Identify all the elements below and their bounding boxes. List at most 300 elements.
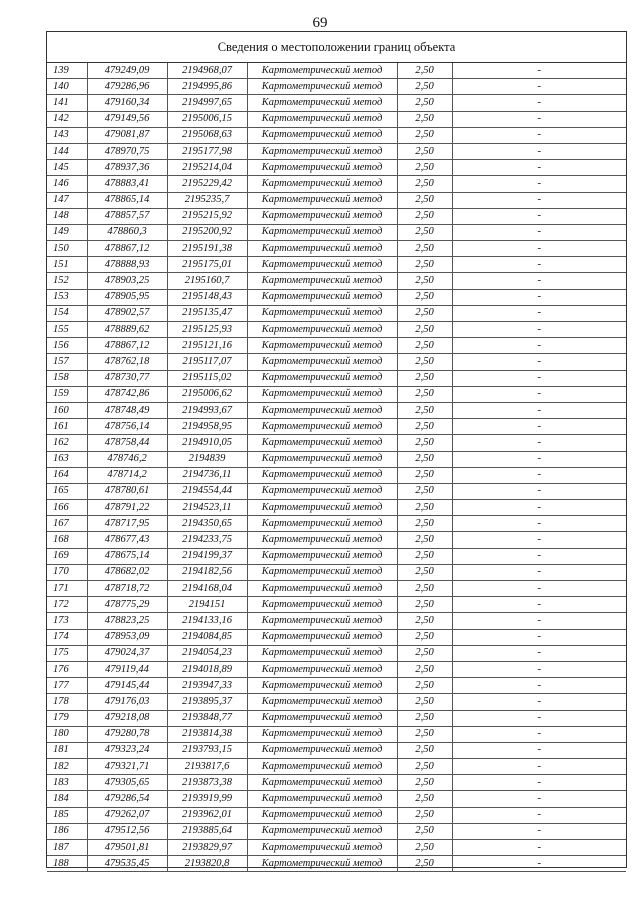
point-number-cell: 142: [47, 111, 87, 127]
table-row: [47, 500, 626, 516]
point-number-cell: 143: [47, 127, 87, 143]
table-row: [47, 678, 626, 694]
x-coordinate-cell: 479149,56: [87, 111, 167, 127]
y-coordinate-cell: 2194997,65: [167, 95, 247, 111]
table-row: [47, 451, 626, 467]
accuracy-cell: 2,50: [397, 710, 452, 726]
table-row: [47, 63, 626, 79]
method-cell: Картометрический метод: [247, 241, 397, 257]
method-cell: Картометрический метод: [247, 354, 397, 370]
point-number-cell: 179: [47, 710, 87, 726]
table-row: [47, 710, 626, 726]
accuracy-cell: 2,50: [397, 467, 452, 483]
x-coordinate-cell: 478823,25: [87, 613, 167, 629]
description-cell: -: [452, 483, 626, 499]
method-cell: Картометрический метод: [247, 176, 397, 192]
description-cell: -: [452, 710, 626, 726]
point-number-cell: 163: [47, 451, 87, 467]
table-row: [47, 354, 626, 370]
method-cell: Картометрический метод: [247, 208, 397, 224]
point-number-cell: 146: [47, 176, 87, 192]
description-cell: -: [452, 823, 626, 839]
y-coordinate-cell: 2193962,01: [167, 807, 247, 823]
description-cell: -: [452, 208, 626, 224]
x-coordinate-cell: 479305,65: [87, 775, 167, 791]
method-cell: Картометрический метод: [247, 710, 397, 726]
point-number-cell: 182: [47, 759, 87, 775]
point-number-cell: 147: [47, 192, 87, 208]
accuracy-cell: 2,50: [397, 742, 452, 758]
x-coordinate-cell: 478867,12: [87, 338, 167, 354]
x-coordinate-cell: 479286,54: [87, 791, 167, 807]
x-coordinate-cell: 478756,14: [87, 419, 167, 435]
point-number-cell: 140: [47, 79, 87, 95]
x-coordinate-cell: 479249,09: [87, 63, 167, 79]
description-cell: -: [452, 143, 626, 159]
accuracy-cell: 2,50: [397, 338, 452, 354]
y-coordinate-cell: 2195068,63: [167, 127, 247, 143]
x-coordinate-cell: 478937,36: [87, 160, 167, 176]
point-number-cell: 169: [47, 548, 87, 564]
method-cell: Картометрический метод: [247, 613, 397, 629]
method-cell: Картометрический метод: [247, 451, 397, 467]
method-cell: Картометрический метод: [247, 823, 397, 839]
method-cell: Картометрический метод: [247, 289, 397, 305]
y-coordinate-cell: 2194968,07: [167, 63, 247, 79]
method-cell: Картометрический метод: [247, 467, 397, 483]
table-row: [47, 95, 626, 111]
y-coordinate-cell: 2194993,67: [167, 402, 247, 418]
accuracy-cell: 2,50: [397, 548, 452, 564]
table-row: [47, 597, 626, 613]
method-cell: Картометрический метод: [247, 322, 397, 338]
point-number-cell: 188: [47, 856, 87, 872]
accuracy-cell: 2,50: [397, 483, 452, 499]
description-cell: -: [452, 160, 626, 176]
y-coordinate-cell: 2194054,23: [167, 645, 247, 661]
table-row: [47, 79, 626, 95]
method-cell: Картометрический метод: [247, 645, 397, 661]
y-coordinate-cell: 2194910,05: [167, 435, 247, 451]
point-number-cell: 170: [47, 564, 87, 580]
y-coordinate-cell: 2194839: [167, 451, 247, 467]
accuracy-cell: 2,50: [397, 289, 452, 305]
coordinates-table: [47, 63, 626, 872]
x-coordinate-cell: 478682,02: [87, 564, 167, 580]
point-number-cell: 183: [47, 775, 87, 791]
accuracy-cell: 2,50: [397, 370, 452, 386]
method-cell: Картометрический метод: [247, 386, 397, 402]
accuracy-cell: 2,50: [397, 79, 452, 95]
y-coordinate-cell: 2195191,38: [167, 241, 247, 257]
x-coordinate-cell: 479535,45: [87, 856, 167, 872]
y-coordinate-cell: 2194133,16: [167, 613, 247, 629]
table-row: [47, 856, 626, 872]
x-coordinate-cell: 478903,25: [87, 273, 167, 289]
x-coordinate-cell: 478780,61: [87, 483, 167, 499]
y-coordinate-cell: 2194958,95: [167, 419, 247, 435]
description-cell: -: [452, 532, 626, 548]
y-coordinate-cell: 2193793,15: [167, 742, 247, 758]
method-cell: Картометрический метод: [247, 726, 397, 742]
point-number-cell: 156: [47, 338, 87, 354]
method-cell: Картометрический метод: [247, 224, 397, 240]
accuracy-cell: 2,50: [397, 791, 452, 807]
method-cell: Картометрический метод: [247, 111, 397, 127]
x-coordinate-cell: 478857,57: [87, 208, 167, 224]
method-cell: Картометрический метод: [247, 273, 397, 289]
accuracy-cell: 2,50: [397, 726, 452, 742]
y-coordinate-cell: 2195177,98: [167, 143, 247, 159]
table-row: [47, 208, 626, 224]
x-coordinate-cell: 479512,56: [87, 823, 167, 839]
method-cell: Картометрический метод: [247, 192, 397, 208]
y-coordinate-cell: 2193919,99: [167, 791, 247, 807]
table-row: [47, 160, 626, 176]
point-number-cell: 139: [47, 63, 87, 79]
accuracy-cell: 2,50: [397, 208, 452, 224]
table-row: [47, 581, 626, 597]
description-cell: -: [452, 467, 626, 483]
y-coordinate-cell: 2195215,92: [167, 208, 247, 224]
y-coordinate-cell: 2195125,93: [167, 322, 247, 338]
accuracy-cell: 2,50: [397, 273, 452, 289]
x-coordinate-cell: 478775,29: [87, 597, 167, 613]
accuracy-cell: 2,50: [397, 500, 452, 516]
table-row: [47, 111, 626, 127]
table-row: [47, 532, 626, 548]
table-row: [47, 791, 626, 807]
description-cell: -: [452, 500, 626, 516]
table-row: [47, 305, 626, 321]
accuracy-cell: 2,50: [397, 823, 452, 839]
x-coordinate-cell: 478867,12: [87, 241, 167, 257]
method-cell: Картометрический метод: [247, 483, 397, 499]
x-coordinate-cell: 478748,49: [87, 402, 167, 418]
table-row: [47, 143, 626, 159]
point-number-cell: 184: [47, 791, 87, 807]
description-cell: -: [452, 645, 626, 661]
method-cell: Картометрический метод: [247, 516, 397, 532]
x-coordinate-cell: 479160,34: [87, 95, 167, 111]
y-coordinate-cell: 2195214,04: [167, 160, 247, 176]
point-number-cell: 151: [47, 257, 87, 273]
x-coordinate-cell: 479024,37: [87, 645, 167, 661]
description-cell: -: [452, 548, 626, 564]
description-cell: -: [452, 775, 626, 791]
x-coordinate-cell: 479501,81: [87, 840, 167, 856]
description-cell: -: [452, 273, 626, 289]
accuracy-cell: 2,50: [397, 241, 452, 257]
x-coordinate-cell: 478905,95: [87, 289, 167, 305]
method-cell: Картометрический метод: [247, 629, 397, 645]
point-number-cell: 185: [47, 807, 87, 823]
accuracy-cell: 2,50: [397, 435, 452, 451]
y-coordinate-cell: 2195006,15: [167, 111, 247, 127]
table-row: [47, 807, 626, 823]
description-cell: -: [452, 402, 626, 418]
table-row: [47, 402, 626, 418]
y-coordinate-cell: 2195117,07: [167, 354, 247, 370]
point-number-cell: 173: [47, 613, 87, 629]
point-number-cell: 144: [47, 143, 87, 159]
table-row: [47, 257, 626, 273]
table-row: [47, 548, 626, 564]
point-number-cell: 148: [47, 208, 87, 224]
x-coordinate-cell: 478746,2: [87, 451, 167, 467]
point-number-cell: 161: [47, 419, 87, 435]
accuracy-cell: 2,50: [397, 516, 452, 532]
method-cell: Картометрический метод: [247, 95, 397, 111]
method-cell: Картометрический метод: [247, 79, 397, 95]
description-cell: -: [452, 742, 626, 758]
table-row: [47, 694, 626, 710]
description-cell: -: [452, 856, 626, 872]
accuracy-cell: 2,50: [397, 95, 452, 111]
accuracy-cell: 2,50: [397, 678, 452, 694]
accuracy-cell: 2,50: [397, 856, 452, 872]
point-number-cell: 145: [47, 160, 87, 176]
description-cell: -: [452, 629, 626, 645]
y-coordinate-cell: 2193829,97: [167, 840, 247, 856]
accuracy-cell: 2,50: [397, 532, 452, 548]
y-coordinate-cell: 2193848,77: [167, 710, 247, 726]
accuracy-cell: 2,50: [397, 629, 452, 645]
point-number-cell: 186: [47, 823, 87, 839]
y-coordinate-cell: 2194151: [167, 597, 247, 613]
accuracy-cell: 2,50: [397, 127, 452, 143]
y-coordinate-cell: 2193885,64: [167, 823, 247, 839]
x-coordinate-cell: 478714,2: [87, 467, 167, 483]
x-coordinate-cell: 479323,24: [87, 742, 167, 758]
y-coordinate-cell: 2194018,89: [167, 661, 247, 677]
point-number-cell: 168: [47, 532, 87, 548]
method-cell: Картометрический метод: [247, 775, 397, 791]
method-cell: Картометрический метод: [247, 840, 397, 856]
description-cell: -: [452, 435, 626, 451]
point-number-cell: 181: [47, 742, 87, 758]
accuracy-cell: 2,50: [397, 402, 452, 418]
description-cell: -: [452, 305, 626, 321]
accuracy-cell: 2,50: [397, 694, 452, 710]
accuracy-cell: 2,50: [397, 111, 452, 127]
method-cell: Картометрический метод: [247, 791, 397, 807]
method-cell: Картометрический метод: [247, 419, 397, 435]
y-coordinate-cell: 2193873,38: [167, 775, 247, 791]
method-cell: Картометрический метод: [247, 338, 397, 354]
x-coordinate-cell: 479218,08: [87, 710, 167, 726]
x-coordinate-cell: 479145,44: [87, 678, 167, 694]
x-coordinate-cell: 479321,71: [87, 759, 167, 775]
x-coordinate-cell: 478970,75: [87, 143, 167, 159]
y-coordinate-cell: 2194233,75: [167, 532, 247, 548]
accuracy-cell: 2,50: [397, 759, 452, 775]
method-cell: Картометрический метод: [247, 370, 397, 386]
table-row: [47, 127, 626, 143]
accuracy-cell: 2,50: [397, 613, 452, 629]
table-row: [47, 241, 626, 257]
point-number-cell: 158: [47, 370, 87, 386]
y-coordinate-cell: 2195229,42: [167, 176, 247, 192]
y-coordinate-cell: 2195115,02: [167, 370, 247, 386]
table-row: [47, 273, 626, 289]
point-number-cell: 153: [47, 289, 87, 305]
point-number-cell: 176: [47, 661, 87, 677]
table-row: [47, 775, 626, 791]
description-cell: -: [452, 451, 626, 467]
y-coordinate-cell: 2194168,04: [167, 581, 247, 597]
accuracy-cell: 2,50: [397, 143, 452, 159]
coordinates-table-body: [47, 63, 626, 872]
table-row: [47, 419, 626, 435]
y-coordinate-cell: 2194182,56: [167, 564, 247, 580]
point-number-cell: 180: [47, 726, 87, 742]
x-coordinate-cell: 478791,22: [87, 500, 167, 516]
y-coordinate-cell: 2194995,86: [167, 79, 247, 95]
method-cell: Картометрический метод: [247, 143, 397, 159]
x-coordinate-cell: 479280,78: [87, 726, 167, 742]
accuracy-cell: 2,50: [397, 386, 452, 402]
point-number-cell: 150: [47, 241, 87, 257]
table-row: [47, 629, 626, 645]
y-coordinate-cell: 2194523,11: [167, 500, 247, 516]
method-cell: Картометрический метод: [247, 63, 397, 79]
description-cell: -: [452, 694, 626, 710]
y-coordinate-cell: 2195200,92: [167, 224, 247, 240]
point-number-cell: 178: [47, 694, 87, 710]
method-cell: Картометрический метод: [247, 581, 397, 597]
point-number-cell: 149: [47, 224, 87, 240]
table-row: [47, 840, 626, 856]
x-coordinate-cell: 478888,93: [87, 257, 167, 273]
description-cell: -: [452, 241, 626, 257]
description-cell: -: [452, 63, 626, 79]
y-coordinate-cell: 2194350,65: [167, 516, 247, 532]
x-coordinate-cell: 478860,3: [87, 224, 167, 240]
y-coordinate-cell: 2193814,38: [167, 726, 247, 742]
point-number-cell: 155: [47, 322, 87, 338]
method-cell: Картометрический метод: [247, 564, 397, 580]
description-cell: -: [452, 79, 626, 95]
table-row: [47, 370, 626, 386]
y-coordinate-cell: 2194736,11: [167, 467, 247, 483]
y-coordinate-cell: 2193947,33: [167, 678, 247, 694]
accuracy-cell: 2,50: [397, 807, 452, 823]
accuracy-cell: 2,50: [397, 419, 452, 435]
method-cell: Картометрический метод: [247, 661, 397, 677]
table-row: [47, 645, 626, 661]
x-coordinate-cell: 478762,18: [87, 354, 167, 370]
point-number-cell: 162: [47, 435, 87, 451]
method-cell: Картометрический метод: [247, 548, 397, 564]
description-cell: -: [452, 840, 626, 856]
boundary-table-frame: [46, 31, 627, 868]
description-cell: -: [452, 111, 626, 127]
description-cell: -: [452, 257, 626, 273]
method-cell: Картометрический метод: [247, 160, 397, 176]
point-number-cell: 187: [47, 840, 87, 856]
description-cell: -: [452, 127, 626, 143]
y-coordinate-cell: 2194199,37: [167, 548, 247, 564]
x-coordinate-cell: 478758,44: [87, 435, 167, 451]
accuracy-cell: 2,50: [397, 63, 452, 79]
description-cell: -: [452, 791, 626, 807]
accuracy-cell: 2,50: [397, 451, 452, 467]
y-coordinate-cell: 2194554,44: [167, 483, 247, 499]
description-cell: -: [452, 419, 626, 435]
accuracy-cell: 2,50: [397, 581, 452, 597]
x-coordinate-cell: 479081,87: [87, 127, 167, 143]
table-row: [47, 613, 626, 629]
description-cell: -: [452, 597, 626, 613]
y-coordinate-cell: 2195135,47: [167, 305, 247, 321]
method-cell: Картометрический метод: [247, 402, 397, 418]
point-number-cell: 167: [47, 516, 87, 532]
point-number-cell: 152: [47, 273, 87, 289]
point-number-cell: 165: [47, 483, 87, 499]
y-coordinate-cell: 2195160,7: [167, 273, 247, 289]
table-header: Сведения о местоположении границ объекта: [47, 32, 626, 63]
description-cell: -: [452, 516, 626, 532]
accuracy-cell: 2,50: [397, 160, 452, 176]
accuracy-cell: 2,50: [397, 322, 452, 338]
description-cell: -: [452, 386, 626, 402]
method-cell: Картометрический метод: [247, 597, 397, 613]
accuracy-cell: 2,50: [397, 840, 452, 856]
description-cell: -: [452, 726, 626, 742]
y-coordinate-cell: 2195148,43: [167, 289, 247, 305]
description-cell: -: [452, 95, 626, 111]
table-row: [47, 726, 626, 742]
method-cell: Картометрический метод: [247, 807, 397, 823]
x-coordinate-cell: 478865,14: [87, 192, 167, 208]
table-row: [47, 322, 626, 338]
point-number-cell: 164: [47, 467, 87, 483]
description-cell: -: [452, 370, 626, 386]
x-coordinate-cell: 478953,09: [87, 629, 167, 645]
accuracy-cell: 2,50: [397, 224, 452, 240]
point-number-cell: 154: [47, 305, 87, 321]
accuracy-cell: 2,50: [397, 176, 452, 192]
table-row: [47, 759, 626, 775]
y-coordinate-cell: 2195235,7: [167, 192, 247, 208]
description-cell: -: [452, 678, 626, 694]
point-number-cell: 157: [47, 354, 87, 370]
method-cell: Картометрический метод: [247, 435, 397, 451]
x-coordinate-cell: 479286,96: [87, 79, 167, 95]
table-row: [47, 224, 626, 240]
method-cell: Картометрический метод: [247, 127, 397, 143]
point-number-cell: 141: [47, 95, 87, 111]
y-coordinate-cell: 2193895,37: [167, 694, 247, 710]
point-number-cell: 160: [47, 402, 87, 418]
method-cell: Картометрический метод: [247, 500, 397, 516]
table-row: [47, 483, 626, 499]
y-coordinate-cell: 2195175,01: [167, 257, 247, 273]
method-cell: Картометрический метод: [247, 257, 397, 273]
description-cell: -: [452, 564, 626, 580]
accuracy-cell: 2,50: [397, 597, 452, 613]
table-row: [47, 516, 626, 532]
description-cell: -: [452, 176, 626, 192]
x-coordinate-cell: 478677,43: [87, 532, 167, 548]
x-coordinate-cell: 478742,86: [87, 386, 167, 402]
description-cell: -: [452, 354, 626, 370]
table-row: [47, 289, 626, 305]
description-cell: -: [452, 224, 626, 240]
accuracy-cell: 2,50: [397, 661, 452, 677]
x-coordinate-cell: 479262,07: [87, 807, 167, 823]
